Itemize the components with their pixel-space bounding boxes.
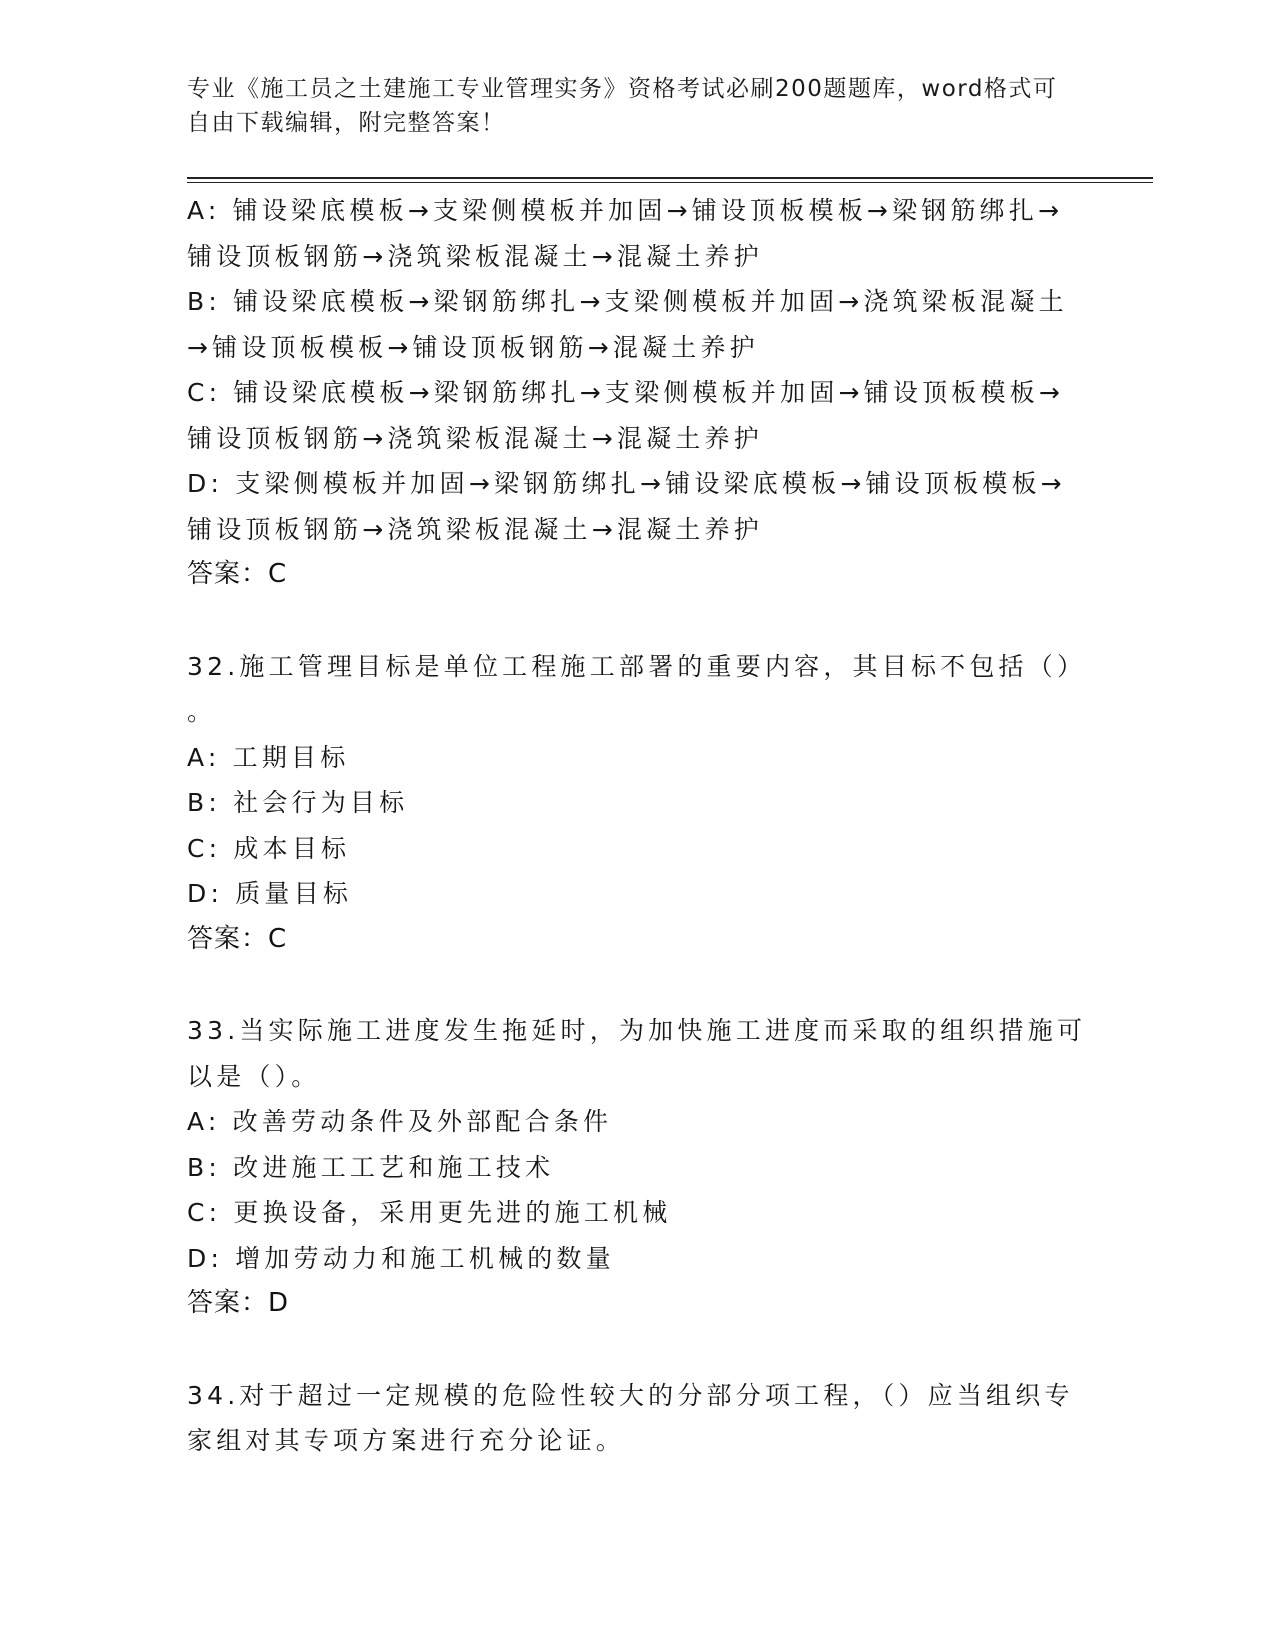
q31-option-d-line-2: 铺设顶板钢筋→浇筑梁板混凝土→混凝土养护 [187, 514, 763, 544]
q31-option-b-line-2: →铺设顶板模板→铺设顶板钢筋→混凝土养护 [187, 332, 759, 362]
q32-question-line-1: 32.施工管理目标是单位工程施工部署的重要内容，其目标不包括（） [187, 651, 1087, 681]
q33-question-line-2: 以是（）。 [187, 1061, 321, 1091]
question-content [187, 188, 1087, 1464]
spacer [187, 1327, 1077, 1373]
q33-question-line-1: 33.当实际施工进度发生拖延时，为加快施工进度而采取的组织措施可 [187, 1016, 1087, 1045]
q33-option-d: D: 增加劳动力和施工机械的数量 [187, 1243, 615, 1273]
spacer [187, 598, 1077, 644]
q31-option-a-line-2: 铺设顶板钢筋→浇筑梁板混凝土→混凝土养护 [187, 241, 763, 271]
header-divider-thick [187, 177, 1153, 179]
q31-option-c-line-2: 铺设顶板钢筋→浇筑梁板混凝土→混凝土养护 [187, 423, 763, 453]
q31-option-c-line-1: C: 铺设梁底模板→梁钢筋绑扎→支梁侧模板并加固→铺设顶板模板→ [187, 378, 1065, 407]
q32-option-d: D: 质量目标 [187, 879, 353, 908]
question-31-block [187, 188, 1077, 598]
q33-answer: 答案：D [187, 1288, 290, 1318]
q33-option-b: B: 改进施工工艺和施工技术 [187, 1152, 555, 1182]
header-title-line-2: 自由下载编辑，附完整答案！ [187, 110, 506, 136]
q32-answer: 答案：C [187, 923, 288, 954]
q32-option-a: A: 工期目标 [187, 742, 350, 772]
document-header [187, 72, 1067, 140]
header-divider-thin [187, 182, 1153, 183]
question-33-block [187, 1008, 1087, 1327]
question-34-block [187, 1373, 1077, 1464]
q31-option-d-line-1: D: 支梁侧模板并加固→梁钢筋绑扎→铺设梁底模板→铺设顶板模板→ [187, 469, 1066, 498]
q31-option-a-line-1: A: 铺设梁底模板→支梁侧模板并加固→铺设顶板模板→梁钢筋绑扎→ [187, 196, 1064, 225]
q34-question-line-1: 34.对于超过一定规模的危险性较大的分部分项工程，（）应当组织专 [187, 1380, 1074, 1410]
q34-question-line-2: 家组对其专项方案进行充分论证。 [187, 1426, 626, 1455]
question-32-block [187, 644, 1087, 963]
header-title-line-1: 专业《施工员之土建施工专业管理实务》资格考试必刷200题题库，word格式可 [187, 76, 1058, 102]
q31-option-b-line-1: B: 铺设梁底模板→梁钢筋绑扎→支梁侧模板并加固→浇筑梁板混凝土 [187, 287, 1068, 316]
q32-question-line-2: 。 [187, 697, 217, 726]
q33-option-a: A: 改善劳动条件及外部配合条件 [187, 1107, 613, 1136]
q32-option-c: C: 成本目标 [187, 833, 351, 863]
q32-option-b: B: 社会行为目标 [187, 788, 409, 817]
q31-answer: 答案：C [187, 559, 288, 589]
q33-option-c: C: 更换设备，采用更先进的施工机械 [187, 1198, 672, 1227]
spacer [187, 962, 1077, 1008]
